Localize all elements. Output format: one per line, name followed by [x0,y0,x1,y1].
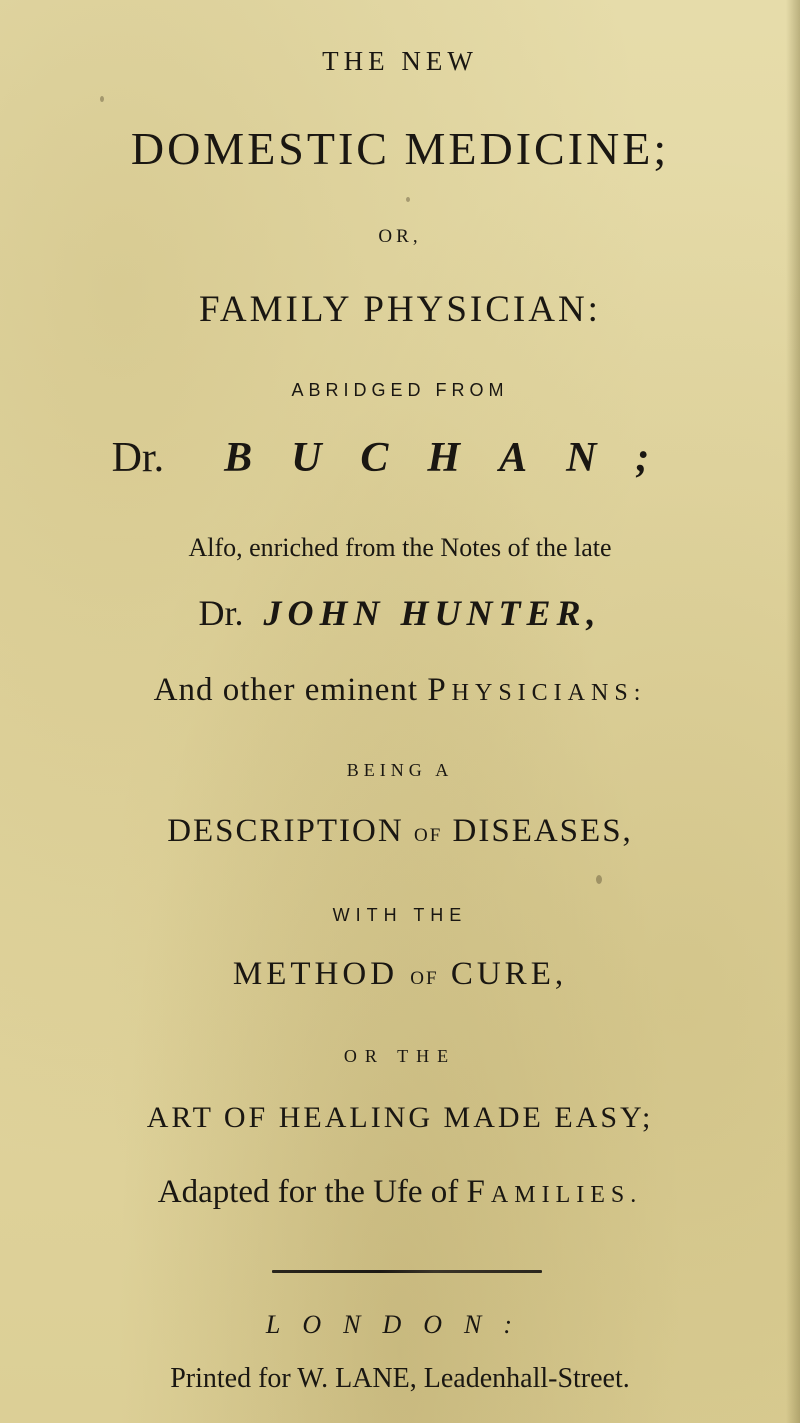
foxing-spot [406,197,410,202]
physicians-rest: HYSICIANS: [451,680,647,706]
author-name: BUCHAN; [224,435,689,481]
art-of-healing: ART OF HEALING MADE EASY; [146,1101,654,1134]
or-the: OR THE [343,1046,457,1066]
heading-the-new: THE NEW [322,46,478,76]
method-line [0,956,800,993]
other-physicians-line [0,672,800,709]
with-the: WITH THE [332,905,468,925]
hunter-title: Dr. [198,593,244,633]
physicians-initial: P [427,672,452,708]
of-word-2: OF [410,968,439,989]
page-edge-shadow [786,0,800,1423]
or-connector: OR, [378,226,422,247]
families-rest: AMILIES. [490,1182,643,1208]
foxing-spot [596,875,602,884]
foxing-spot [100,96,104,102]
imprint: Printed for W. LANE, Leadenhall-Street. [170,1363,630,1394]
adapted-line [0,1174,800,1211]
families-initial: F [466,1174,491,1210]
enriched-note: Alfo, enriched from the Notes of the late [188,533,612,562]
place-london: LONDON: [265,1310,535,1339]
physicians-smallcaps [427,672,646,708]
being-a: BEING A [346,760,454,780]
main-title: DOMESTIC MEDICINE; [130,123,670,174]
description-line [0,813,800,850]
cure-word: CURE, [438,956,568,992]
other-physicians-text: And other eminent [153,672,428,708]
author-line [0,434,800,482]
of-word: OF [413,825,443,846]
description-word: DESCRIPTION [167,813,414,849]
hunter-line [0,592,800,634]
subtitle-family-physician: FAMILY PHYSICIAN: [199,289,601,330]
divider-rule [272,1270,542,1273]
adapted-text: Adapted for the Ufe of [157,1174,467,1210]
diseases-word: DISEASES, [442,813,633,849]
abridged-from: ABRIDGED FROM [291,380,509,400]
families-smallcaps [467,1174,643,1210]
hunter-name: JOHN HUNTER, [263,593,602,633]
author-title: Dr. [111,435,165,481]
method-word: METHOD [232,956,411,992]
